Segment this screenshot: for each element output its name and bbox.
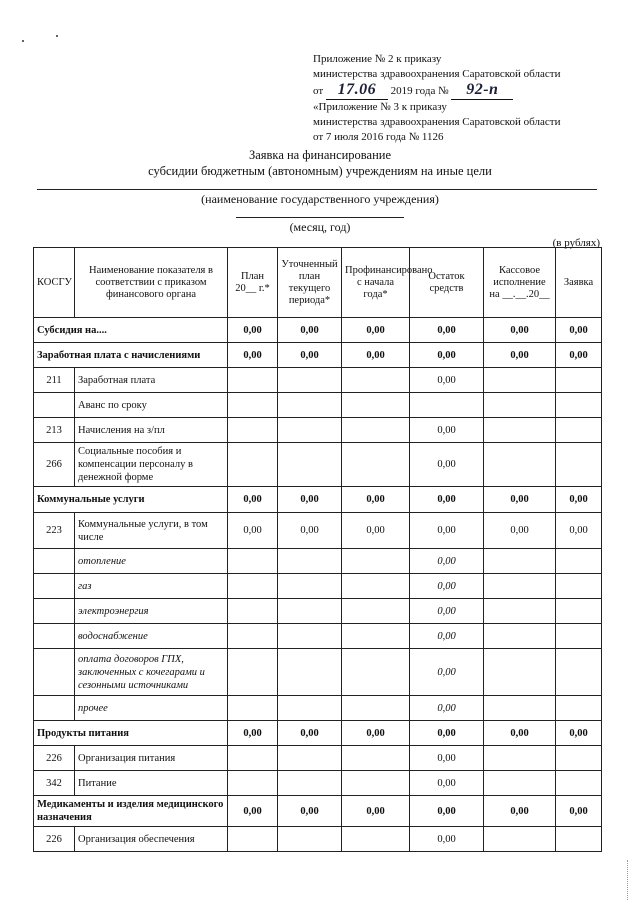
value-cell: 0,00 (410, 624, 484, 649)
table-header-row (34, 248, 602, 318)
value-cell (228, 599, 278, 624)
value-cell: 0,00 (410, 443, 484, 487)
indicator-name-cell: Продукты питания (34, 721, 228, 746)
table-row (34, 696, 602, 721)
value-cell (342, 599, 410, 624)
value-cell: 0,00 (410, 649, 484, 696)
kosgu-cell (34, 599, 75, 624)
indicator-name-cell: водоснабжение (75, 624, 228, 649)
value-cell (484, 599, 556, 624)
kosgu-cell (34, 574, 75, 599)
value-cell (228, 418, 278, 443)
value-cell (556, 599, 602, 624)
indicator-name-cell: Коммунальные услуги (34, 487, 228, 513)
document-title: Заявка на финансирование (248, 148, 392, 162)
currency-unit: (в рублях) (552, 237, 600, 249)
value-cell: 0,00 (228, 796, 278, 827)
header-line: «Приложение № 3 к приказу (313, 101, 447, 113)
order-date-field (326, 82, 388, 100)
header-mid: 2019 года № (390, 85, 449, 97)
value-cell (278, 418, 342, 443)
col-header: Кассовое исполнение на __.__.20__ (484, 248, 556, 318)
value-cell (556, 746, 602, 771)
value-cell (228, 549, 278, 574)
header-line: министерства здравоохранения Саратовской области (313, 116, 561, 128)
value-cell: 0,00 (410, 599, 484, 624)
table-row (34, 624, 602, 649)
value-cell (342, 649, 410, 696)
value-cell (342, 443, 410, 487)
value-cell (278, 746, 342, 771)
table-row (34, 343, 602, 368)
value-cell (410, 393, 484, 418)
header-order-line (313, 82, 560, 100)
value-cell: 0,00 (410, 487, 484, 513)
scan-speck (56, 35, 58, 37)
kosgu-cell: 223 (34, 513, 75, 549)
value-cell (484, 746, 556, 771)
value-cell (342, 771, 410, 796)
value-cell (228, 443, 278, 487)
table-row (34, 599, 602, 624)
value-cell: 0,00 (410, 368, 484, 393)
indicator-name-cell: прочее (75, 696, 228, 721)
indicator-name-cell: Питание (75, 771, 228, 796)
table-row (34, 418, 602, 443)
value-cell: 0,00 (484, 318, 556, 343)
header-line: Приложение № 2 к приказу (313, 53, 442, 65)
value-cell (342, 696, 410, 721)
value-cell (556, 574, 602, 599)
table-row (34, 796, 602, 827)
value-cell: 0,00 (228, 721, 278, 746)
value-cell (228, 771, 278, 796)
col-header: КОСГУ (34, 248, 75, 318)
table-row (34, 721, 602, 746)
value-cell: 0,00 (556, 721, 602, 746)
value-cell (278, 649, 342, 696)
value-cell (484, 771, 556, 796)
financing-table (33, 247, 602, 852)
document-subtitle: субсидии бюджетным (автономным) учреждениям на иные цели (148, 164, 492, 178)
header-prefix: от (313, 85, 324, 97)
col-header: Уточненный план текущего периода* (278, 248, 342, 318)
value-cell: 0,00 (228, 318, 278, 343)
value-cell (228, 574, 278, 599)
value-cell (278, 368, 342, 393)
value-cell (228, 746, 278, 771)
value-cell: 0,00 (556, 796, 602, 827)
value-cell: 0,00 (410, 827, 484, 852)
col-header: Заявка (556, 248, 602, 318)
col-header: Остаток средств (410, 248, 484, 318)
table-row (34, 318, 602, 343)
value-cell: 0,00 (484, 487, 556, 513)
kosgu-cell (34, 549, 75, 574)
value-cell: 0,00 (278, 796, 342, 827)
table-row (34, 771, 602, 796)
value-cell (556, 696, 602, 721)
indicator-name-cell: Организация питания (75, 746, 228, 771)
table-row (34, 443, 602, 487)
kosgu-cell (34, 393, 75, 418)
table-row (34, 746, 602, 771)
indicator-name-cell: газ (75, 574, 228, 599)
value-cell (484, 393, 556, 418)
value-cell: 0,00 (342, 343, 410, 368)
value-cell: 0,00 (278, 343, 342, 368)
table-row (34, 649, 602, 696)
value-cell: 0,00 (278, 721, 342, 746)
indicator-name-cell: Медикаменты и изделия медицинского назначения (34, 796, 228, 827)
value-cell: 0,00 (342, 487, 410, 513)
table-row (34, 487, 602, 513)
indicator-name-cell: Социальные пособия и компенсации персоналу в денежной форме (75, 443, 228, 487)
scan-speck (22, 40, 24, 42)
indicator-name-cell: отопление (75, 549, 228, 574)
value-cell (228, 368, 278, 393)
value-cell (484, 418, 556, 443)
table-row (34, 368, 602, 393)
value-cell: 0,00 (556, 513, 602, 549)
value-cell (278, 549, 342, 574)
value-cell: 0,00 (410, 721, 484, 746)
value-cell: 0,00 (228, 487, 278, 513)
value-cell: 0,00 (556, 343, 602, 368)
value-cell (484, 549, 556, 574)
value-cell (228, 827, 278, 852)
value-cell (278, 599, 342, 624)
indicator-name-cell: Субсидия на.... (34, 318, 228, 343)
value-cell (556, 827, 602, 852)
kosgu-cell (34, 696, 75, 721)
value-cell: 0,00 (410, 549, 484, 574)
handwritten-date: 17.06 (337, 81, 377, 98)
value-cell: 0,00 (484, 721, 556, 746)
value-cell: 0,00 (556, 487, 602, 513)
value-cell (556, 771, 602, 796)
kosgu-cell: 226 (34, 827, 75, 852)
value-cell (278, 696, 342, 721)
value-cell: 0,00 (410, 343, 484, 368)
value-cell (278, 574, 342, 599)
value-cell (342, 574, 410, 599)
value-cell: 0,00 (228, 343, 278, 368)
value-cell (228, 649, 278, 696)
value-cell: 0,00 (410, 746, 484, 771)
indicator-name-cell: оплата договоров ГПХ, заключенных с кочегарами и сезонными источниками (75, 649, 228, 696)
kosgu-cell: 226 (34, 746, 75, 771)
value-cell (278, 393, 342, 418)
value-cell: 0,00 (556, 318, 602, 343)
kosgu-cell: 342 (34, 771, 75, 796)
kosgu-cell: 211 (34, 368, 75, 393)
value-cell (342, 746, 410, 771)
handwritten-number: 92-п (466, 81, 499, 98)
value-cell (484, 368, 556, 393)
value-cell (278, 827, 342, 852)
value-cell: 0,00 (278, 318, 342, 343)
value-cell: 0,00 (228, 513, 278, 549)
value-cell (278, 624, 342, 649)
institution-underline (37, 189, 597, 190)
value-cell (228, 696, 278, 721)
value-cell: 0,00 (410, 513, 484, 549)
header-line: министерства здравоохранения Саратовской области (313, 68, 561, 80)
value-cell: 0,00 (278, 487, 342, 513)
value-cell: 0,00 (278, 513, 342, 549)
indicator-name-cell: Организация обеспечения (75, 827, 228, 852)
indicator-name-cell: Заработная плата (75, 368, 228, 393)
value-cell (556, 649, 602, 696)
value-cell (278, 771, 342, 796)
value-cell (556, 443, 602, 487)
value-cell: 0,00 (342, 721, 410, 746)
value-cell (228, 393, 278, 418)
indicator-name-cell: Коммунальные услуги, в том числе (75, 513, 228, 549)
value-cell: 0,00 (410, 696, 484, 721)
value-cell (278, 443, 342, 487)
period-caption: (месяц, год) (289, 220, 351, 234)
header-line: от 7 июля 2016 года № 1126 (313, 131, 444, 143)
value-cell: 0,00 (342, 513, 410, 549)
value-cell (342, 549, 410, 574)
table-row (34, 827, 602, 852)
table-row (34, 574, 602, 599)
indicator-name-cell: Начисления на з/пл (75, 418, 228, 443)
value-cell: 0,00 (484, 513, 556, 549)
value-cell: 0,00 (342, 318, 410, 343)
value-cell: 0,00 (410, 796, 484, 827)
value-cell: 0,00 (342, 796, 410, 827)
col-header: План 20__ г.* (228, 248, 278, 318)
order-number-field (451, 82, 513, 100)
value-cell (556, 418, 602, 443)
indicator-name-cell: Заработная плата с начислениями (34, 343, 228, 368)
indicator-name-cell: Аванс по сроку (75, 393, 228, 418)
kosgu-cell (34, 649, 75, 696)
value-cell (484, 624, 556, 649)
value-cell (342, 368, 410, 393)
value-cell (342, 624, 410, 649)
scan-edge (627, 860, 629, 900)
value-cell: 0,00 (484, 343, 556, 368)
indicator-name-cell: электроэнергия (75, 599, 228, 624)
table-row (34, 549, 602, 574)
institution-caption: (наименование государственного учреждения) (201, 192, 439, 206)
value-cell (484, 649, 556, 696)
value-cell (556, 624, 602, 649)
period-underline (236, 217, 404, 218)
value-cell (342, 827, 410, 852)
col-header: Наименование показателя в соответствии с приказом финансового органа (75, 248, 228, 318)
appendix-header (313, 52, 560, 145)
value-cell: 0,00 (410, 318, 484, 343)
value-cell: 0,00 (410, 418, 484, 443)
table-row (34, 513, 602, 549)
value-cell (484, 574, 556, 599)
kosgu-cell (34, 624, 75, 649)
value-cell: 0,00 (484, 796, 556, 827)
value-cell (484, 443, 556, 487)
value-cell (556, 393, 602, 418)
value-cell (556, 549, 602, 574)
value-cell (484, 696, 556, 721)
value-cell (556, 368, 602, 393)
col-header: Профинансировано с начала года* (342, 248, 410, 318)
value-cell (342, 393, 410, 418)
kosgu-cell: 213 (34, 418, 75, 443)
kosgu-cell: 266 (34, 443, 75, 487)
value-cell (342, 418, 410, 443)
value-cell (484, 827, 556, 852)
table-row (34, 393, 602, 418)
value-cell: 0,00 (410, 574, 484, 599)
value-cell: 0,00 (410, 771, 484, 796)
value-cell (228, 624, 278, 649)
